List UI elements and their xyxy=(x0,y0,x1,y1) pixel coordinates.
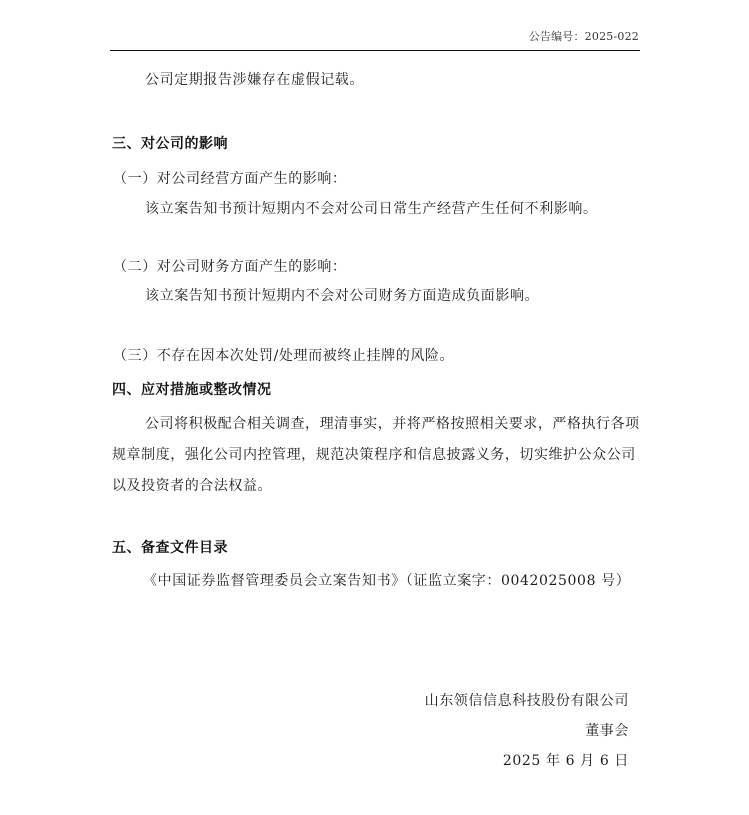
signature-company: 山东领信信息科技股份有限公司 xyxy=(424,693,629,709)
announcement-number: 公告编号：2025-022 xyxy=(528,30,639,43)
reference-document-item: 《中国证券监督管理委员会立案告知书》（证监立案字：0042025008 号） xyxy=(143,573,631,589)
section-3-item-2-label: （二）对公司财务方面产生的影响： xyxy=(113,259,347,275)
section-3-item-3-label: （三）不存在因本次处罚/处理而被终止挂牌的风险。 xyxy=(113,348,455,364)
section-3-heading: 三、对公司的影响 xyxy=(112,136,228,152)
signature-board: 董事会 xyxy=(585,723,629,739)
section-4-heading: 四、应对措施或整改情况 xyxy=(112,382,272,398)
section-5-heading: 五、备查文件目录 xyxy=(112,540,228,556)
section-3-item-1-text: 该立案告知书预计短期内不会对公司日常生产经营产生任何不利影响。 xyxy=(145,201,598,217)
section-3-item-2-text: 该立案告知书预计短期内不会对公司财务方面造成负面影响。 xyxy=(145,288,540,304)
section-4-paragraph: 公司将积极配合相关调查，理清事实，并将严格按照相关要求，严格执行各项规章制度，强化公司内控管理，规范决策程序和信息披露义务，切实维护公众公司以及投资者的合法权益。 xyxy=(112,416,640,494)
signature-date: 2025 年 6 月 6 日 xyxy=(502,753,629,769)
carry-over-text: 公司定期报告涉嫌存在虚假记载。 xyxy=(145,72,364,88)
section-3-item-1-label: （一）对公司经营方面产生的影响： xyxy=(113,171,347,187)
header-divider xyxy=(110,50,640,51)
